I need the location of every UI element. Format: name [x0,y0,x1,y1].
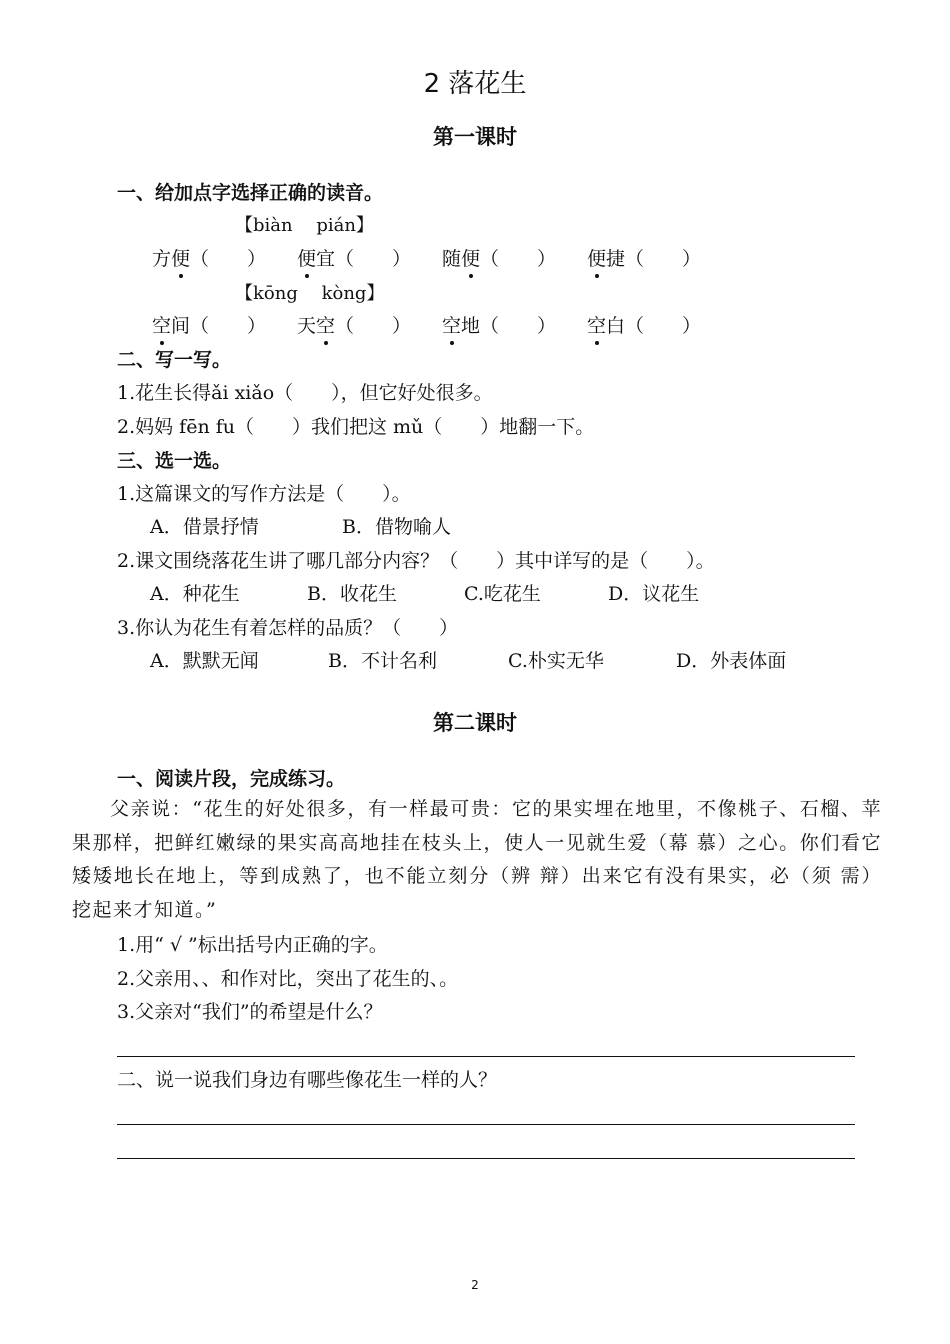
q3-2-option-b: B．收花生 [307,583,397,605]
answer-line [117,1158,855,1159]
word-bianjie: 便捷（ ） [587,248,702,270]
q3-question-2: 2.课文围绕落花生讲了哪几部分内容？（ ）其中详写的是（ ）。 [117,550,715,572]
page-title: 2 落花生 [423,69,527,99]
word-pianyi: 便宜（ ） [297,248,412,270]
reading-item-1: 1.用“ √ ”标出括号内正确的字。 [117,934,388,956]
word-tiankong: 天空（ ） [297,315,412,337]
dotted-char: 便 [587,248,607,270]
q3-3-option-c: C.朴实无华 [508,650,604,672]
q3-3-option-a: A．默默无闻 [150,650,259,672]
lesson1-q3-title: 三、选一选。 [117,450,232,472]
word-fangbian: 方便（ ） [152,248,267,270]
q3-question-1: 1.这篇课文的写作方法是（ ）。 [117,483,411,505]
q3-3-option-d: D．外表体面 [676,650,787,672]
q2-line-2: 2.妈妈 fēn fu（ ）我们把这 mǔ（ ）地翻一下。 [117,416,595,438]
lesson2-q2-title: 二、说一说我们身边有哪些像花生一样的人？ [117,1069,498,1091]
word-suibian: 随便（ ） [442,248,557,270]
q3-question-3: 3.你认为花生有着怎样的品质？（ ） [117,617,459,639]
reading-passage: 父亲说：“花生的好处很多，有一样最可贵：它的果实埋在地里，不像桃子、石榴、苹果那样，把鲜红嫩绿的果实高高地挂在枝头上，使人一见就生爱（幕 慕）之心。你们看它矮矮地长在地上，等到成熟了，也不能立刻分（辨 辩）出来它有没有果实，必（须 需）挖起来才知道。” [72,798,882,921]
q3-1-option-a: A．借景抒情 [150,516,259,538]
dotted-char: 空 [587,315,607,337]
dotted-char: 便 [297,248,317,270]
answer-line [117,1124,855,1125]
pinyin-options-kong: 【kōng kòng】 [235,283,385,304]
lesson1-q1-title: 一、给加点字选择正确的读音。 [117,182,384,204]
dotted-char: 便 [461,248,481,270]
q3-2-option-d: D．议花生 [608,583,700,605]
pinyin-options-bian-pian: 【biàn pián】 [235,215,374,236]
reading-item-2: 2.父亲用、、和作对比，突出了花生的、。 [117,968,459,990]
q3-1-option-b: B．借物喻人 [342,516,451,538]
lesson1-q2-title: 二、写一写。 [117,349,232,371]
q3-2-option-c: C.吃花生 [464,583,541,605]
lesson1-heading: 第一课时 [433,125,517,149]
q3-3-option-b: B．不计名利 [328,650,437,672]
word-kongdi: 空地（ ） [442,315,557,337]
word-kongjian: 空间（ ） [152,315,267,337]
answer-line [117,1056,855,1057]
q2-line-1: 1.花生长得ǎi xiǎo（ ），但它好处很多。 [117,382,493,404]
dotted-char: 便 [171,248,191,270]
q3-2-option-a: A．种花生 [150,583,240,605]
dotted-char: 空 [316,315,336,337]
lesson2-q1-title: 一、阅读片段，完成练习。 [117,768,346,790]
dotted-char: 空 [152,315,172,337]
word-kongbai: 空白（ ） [587,315,702,337]
dotted-char: 空 [442,315,462,337]
page-number: 2 [471,1278,479,1292]
lesson2-heading: 第二课时 [433,711,517,735]
reading-item-3: 3.父亲对“我们”的希望是什么？ [117,1001,383,1023]
